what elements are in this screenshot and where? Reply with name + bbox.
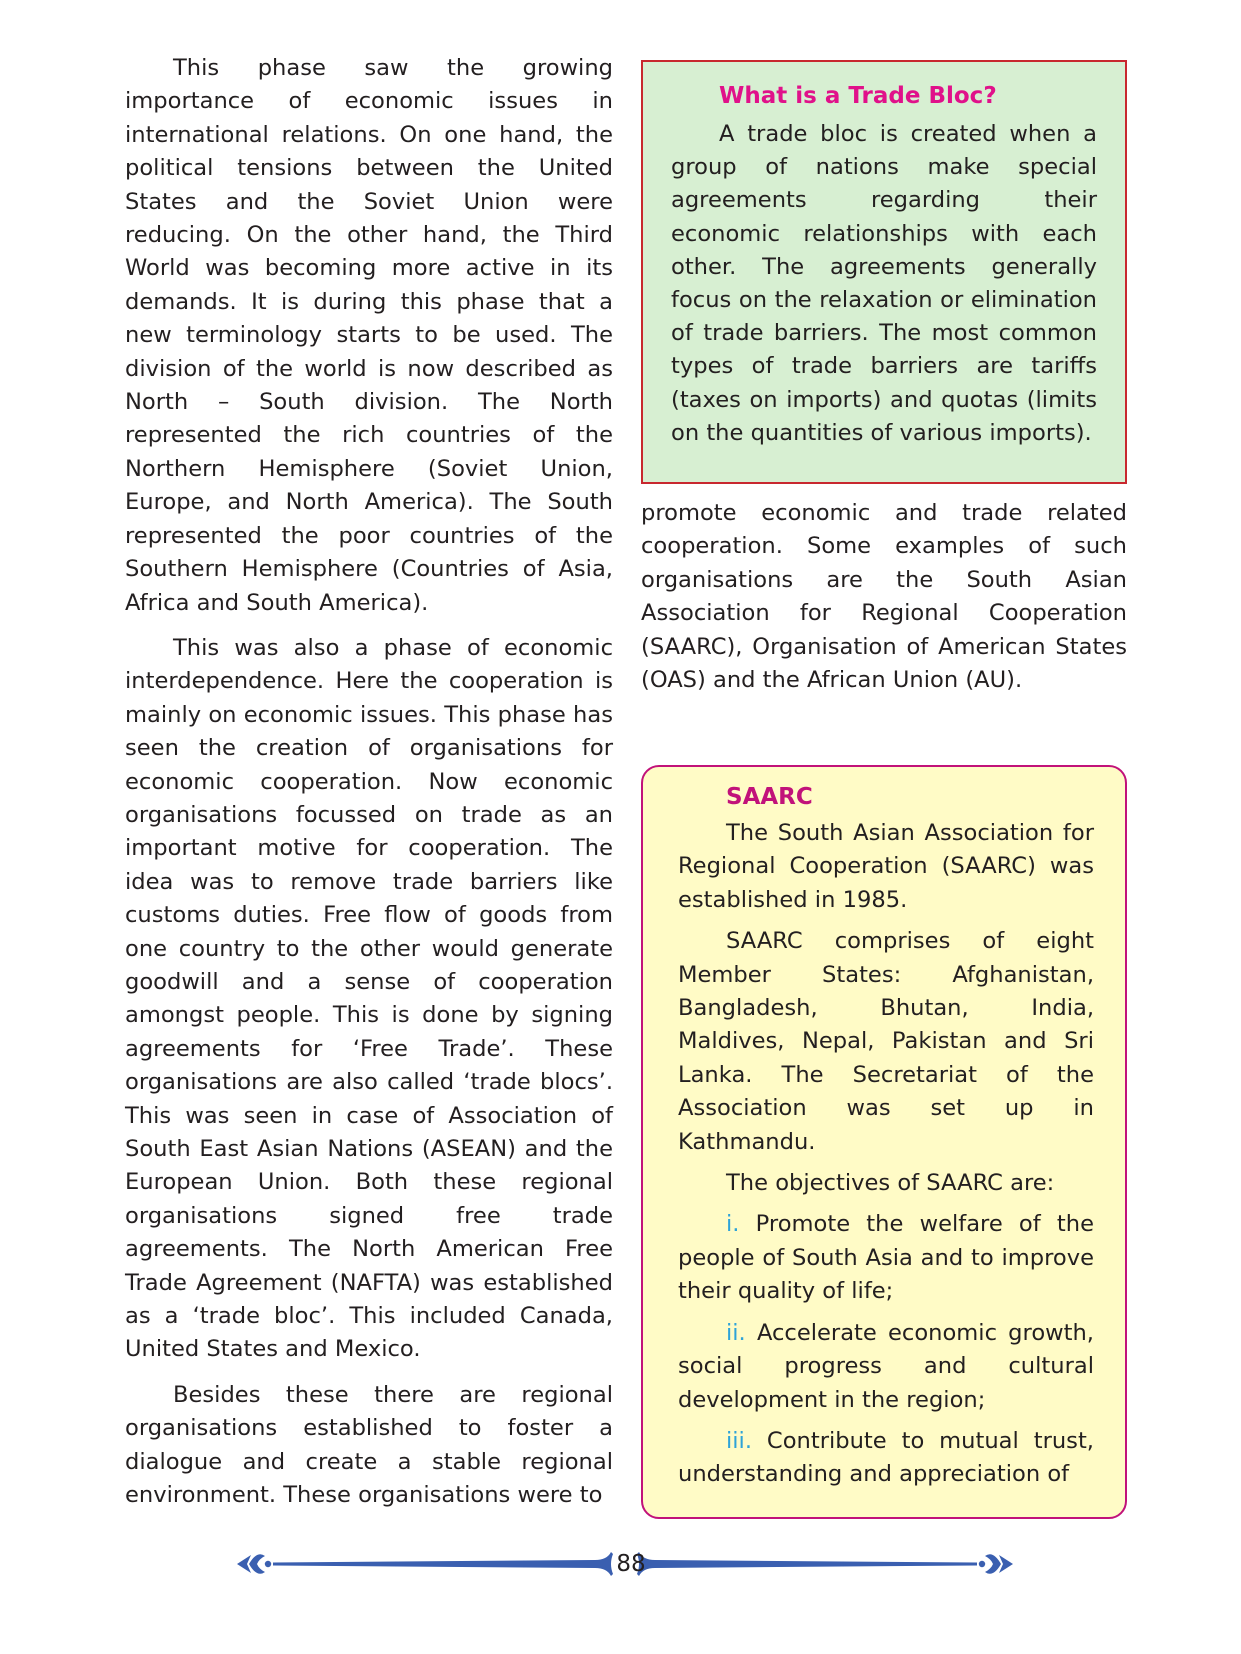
saarc-paragraph: SAARC comprises of eight Member States: Afghanistan, Bangladesh, Bhutan, India, Maldives, Nepal, Pakistan and Sri Lanka. The Secretariat of the Association was set up in Kathmandu.	[678, 928, 1094, 1155]
trade-bloc-title: What is a Trade Bloc?	[719, 83, 997, 109]
saarc-paragraph: The objectives of SAARC are:	[726, 1170, 1055, 1197]
body-paragraph: Besides these there are regional organisations established to foster a dialogue and create a stable regional environment. These organisations were to	[125, 1381, 613, 1509]
trade-bloc-text: A trade bloc is created when a group of nations make special agreements regarding their economic relationships with each other. The agreements generally focus on the relaxation or elimination of trade barriers. The most common types of trade barriers are tariffs (taxes on imports) and quotas (limits on the quantities of various imports).	[671, 121, 1097, 446]
objective-number: ii.	[726, 1319, 746, 1346]
objective-item	[678, 1208, 1094, 1308]
body-paragraph: promote economic and trade related cooperation. Some examples of such organisations are the South Asian Association for Regional Cooperation (SAARC), Organisation of American States (OAS) and the African Union (AU).	[641, 500, 1127, 694]
right-fleuron-icon	[979, 1554, 1013, 1574]
objective-item	[678, 1425, 1094, 1492]
objective-text: Contribute to mutual trust, understanding and appreciation of	[678, 1427, 1094, 1488]
left-fleuron-icon	[237, 1554, 271, 1574]
page-footer	[235, 1540, 1015, 1588]
page-number: 88	[616, 1551, 646, 1577]
footer-rule-right	[637, 1552, 977, 1576]
body-paragraph: This was also a phase of economic interdependence. Here the cooperation is mainly on economic issues. This phase has seen the creation of organisations for economic cooperation. Now economic organisations focussed on trade as an important motive for cooperation. The idea was to remove trade barriers like customs duties. Free flow of goods from one country to the other would generate goodwill and a sense of cooperation amongst people. This is done by signing agreements for ‘Free Trade’. These organisations are also called ‘trade blocs’. This was seen in case of Association of South East Asian Nations (ASEAN) and the European Union. Both these regional organisations signed free trade agreements. The North American Free Trade Agreement (NAFTA) was established as a ‘trade bloc’. This included Canada, United States and Mexico.	[125, 634, 613, 1363]
saarc-box	[641, 765, 1127, 1519]
objective-number: i.	[726, 1211, 740, 1238]
left-column	[125, 52, 613, 1524]
objective-text: Accelerate economic growth, social progress and cultural development in the region;	[678, 1319, 1094, 1413]
right-column	[641, 497, 1127, 709]
body-paragraph: This phase saw the growing importance of economic issues in international relations. On one hand, the political tensions between the United States and the Soviet Union were reducing. On the other hand, the Third World was becoming more active in its demands. It is during this phase that a new terminology starts to be used. The division of the world is now described as North – South division. The North represented the rich countries of the Northern Hemisphere (Soviet Union, Europe, and North America). The South represented the poor countries of the Southern Hemisphere (Countries of Asia, Africa and South America).	[125, 55, 613, 616]
objective-text: Promote the welfare of the people of South Asia and to improve their quality of life;	[678, 1211, 1094, 1305]
saarc-paragraph: The South Asian Association for Regional Cooperation (SAARC) was established in 1985.	[678, 820, 1094, 913]
trade-bloc-box	[641, 60, 1127, 484]
objective-item	[678, 1317, 1094, 1417]
saarc-title: SAARC	[726, 784, 813, 810]
objective-number: iii.	[726, 1427, 753, 1454]
footer-rule-left	[273, 1552, 613, 1576]
